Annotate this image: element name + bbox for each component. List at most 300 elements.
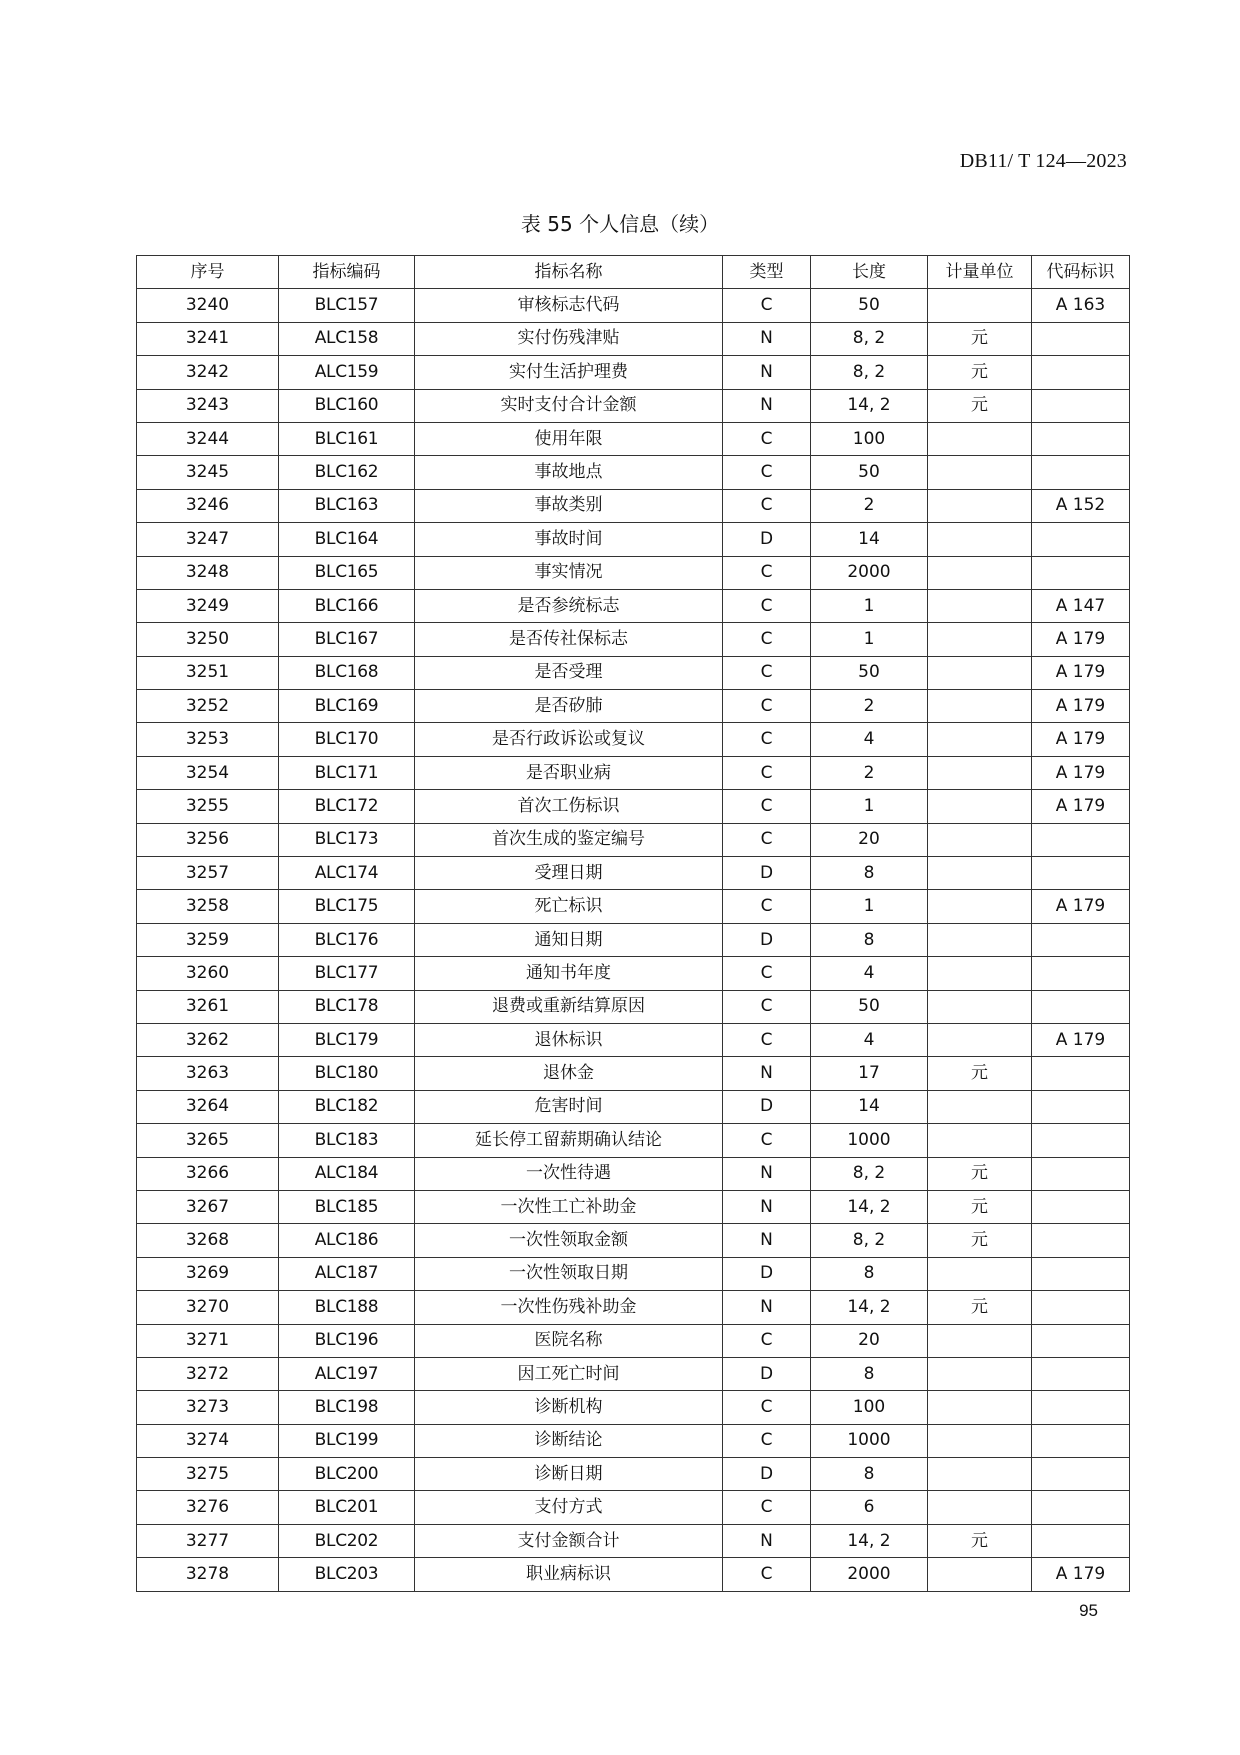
cell-type: C [723, 990, 811, 1023]
cell-name: 支付方式 [415, 1491, 723, 1524]
cell-code: BLC201 [279, 1491, 415, 1524]
cell-unit: 元 [928, 356, 1032, 389]
cell-serial: 3241 [137, 322, 279, 355]
table-row [137, 656, 1130, 689]
cell-serial: 3254 [137, 756, 279, 789]
cell-code-id [1032, 1124, 1130, 1157]
cell-serial: 3252 [137, 690, 279, 723]
cell-code-id: A 163 [1032, 289, 1130, 322]
table-row [137, 1257, 1130, 1290]
cell-type: C [723, 957, 811, 990]
cell-unit [928, 623, 1032, 656]
cell-length: 50 [811, 456, 928, 489]
cell-unit [928, 1491, 1032, 1524]
standard-code: DB11/ T 124—2023 [959, 150, 1127, 172]
cell-code-id [1032, 523, 1130, 556]
cell-code-id: A 179 [1032, 756, 1130, 789]
cell-name: 实时支付合计金额 [415, 389, 723, 422]
cell-type: N [723, 1157, 811, 1190]
table-row [137, 356, 1130, 389]
cell-type: N [723, 1190, 811, 1223]
cell-type: C [723, 556, 811, 589]
cell-code: BLC188 [279, 1291, 415, 1324]
cell-code: BLC175 [279, 890, 415, 923]
cell-name: 支付金额合计 [415, 1524, 723, 1557]
cell-code: BLC157 [279, 289, 415, 322]
table-row [137, 857, 1130, 890]
cell-length: 8, 2 [811, 1157, 928, 1190]
cell-length: 20 [811, 823, 928, 856]
page-number: 95 [1079, 1601, 1098, 1620]
cell-code-id [1032, 1458, 1130, 1491]
cell-length: 4 [811, 723, 928, 756]
cell-serial: 3278 [137, 1558, 279, 1591]
cell-name: 受理日期 [415, 857, 723, 890]
cell-name: 诊断结论 [415, 1424, 723, 1457]
table-row [137, 623, 1130, 656]
cell-unit [928, 489, 1032, 522]
table-row [137, 389, 1130, 422]
cell-code: BLC170 [279, 723, 415, 756]
cell-type: C [723, 422, 811, 455]
table-row [137, 1424, 1130, 1457]
table-row [137, 1190, 1130, 1223]
cell-name: 因工死亡时间 [415, 1357, 723, 1390]
cell-serial: 3250 [137, 623, 279, 656]
cell-name: 危害时间 [415, 1090, 723, 1123]
cell-type: C [723, 289, 811, 322]
cell-length: 50 [811, 656, 928, 689]
table-row [137, 723, 1130, 756]
cell-type: C [723, 1424, 811, 1457]
cell-length: 50 [811, 289, 928, 322]
cell-name: 医院名称 [415, 1324, 723, 1357]
cell-length: 14 [811, 1090, 928, 1123]
table-row [137, 1291, 1130, 1324]
cell-name: 延长停工留薪期确认结论 [415, 1124, 723, 1157]
cell-type: C [723, 690, 811, 723]
cell-length: 8 [811, 1357, 928, 1390]
table-row [137, 1124, 1130, 1157]
cell-length: 14, 2 [811, 1524, 928, 1557]
cell-name: 退休金 [415, 1057, 723, 1090]
cell-code-id [1032, 823, 1130, 856]
cell-unit [928, 1090, 1032, 1123]
cell-name: 是否参统标志 [415, 589, 723, 622]
table-row [137, 1224, 1130, 1257]
cell-code: BLC185 [279, 1190, 415, 1223]
cell-code: BLC179 [279, 1023, 415, 1056]
cell-code: BLC198 [279, 1391, 415, 1424]
cell-serial: 3259 [137, 923, 279, 956]
cell-unit [928, 957, 1032, 990]
cell-name: 一次性工亡补助金 [415, 1190, 723, 1223]
cell-code-id [1032, 1291, 1130, 1324]
cell-code-id [1032, 322, 1130, 355]
cell-length: 14 [811, 523, 928, 556]
table-body [137, 289, 1130, 1591]
cell-length: 8 [811, 1458, 928, 1491]
cell-name: 一次性领取金额 [415, 1224, 723, 1257]
cell-type: C [723, 656, 811, 689]
cell-name: 实付生活护理费 [415, 356, 723, 389]
cell-code-id [1032, 990, 1130, 1023]
cell-code-id [1032, 356, 1130, 389]
table-row [137, 990, 1130, 1023]
cell-code: BLC178 [279, 990, 415, 1023]
cell-type: C [723, 1023, 811, 1056]
cell-serial: 3253 [137, 723, 279, 756]
cell-length: 2 [811, 690, 928, 723]
cell-length: 14, 2 [811, 1190, 928, 1223]
cell-unit [928, 456, 1032, 489]
cell-code: BLC203 [279, 1558, 415, 1591]
cell-serial: 3258 [137, 890, 279, 923]
cell-code-id: A 147 [1032, 589, 1130, 622]
cell-serial: 3257 [137, 857, 279, 890]
cell-name: 是否传社保标志 [415, 623, 723, 656]
cell-serial: 3266 [137, 1157, 279, 1190]
cell-name: 职业病标识 [415, 1558, 723, 1591]
cell-serial: 3246 [137, 489, 279, 522]
cell-code: BLC173 [279, 823, 415, 856]
cell-code-id [1032, 857, 1130, 890]
cell-code-id [1032, 389, 1130, 422]
cell-unit [928, 556, 1032, 589]
cell-unit [928, 1324, 1032, 1357]
table-row [137, 1324, 1130, 1357]
cell-serial: 3265 [137, 1124, 279, 1157]
column-header-unit: 计量单位 [928, 256, 1032, 289]
cell-code-id [1032, 422, 1130, 455]
cell-unit [928, 1023, 1032, 1056]
cell-code: BLC162 [279, 456, 415, 489]
cell-serial: 3272 [137, 1357, 279, 1390]
table-row [137, 790, 1130, 823]
column-header-code-id: 代码标识 [1032, 256, 1130, 289]
cell-type: N [723, 322, 811, 355]
cell-unit: 元 [928, 1057, 1032, 1090]
cell-name: 事故地点 [415, 456, 723, 489]
cell-name: 通知书年度 [415, 957, 723, 990]
cell-code: ALC197 [279, 1357, 415, 1390]
cell-name: 审核标志代码 [415, 289, 723, 322]
cell-code-id: A 179 [1032, 690, 1130, 723]
cell-code-id [1032, 1057, 1130, 1090]
cell-unit [928, 857, 1032, 890]
table-row [137, 489, 1130, 522]
table-row [137, 1558, 1130, 1591]
cell-name: 诊断日期 [415, 1458, 723, 1491]
cell-code-id [1032, 1524, 1130, 1557]
cell-serial: 3276 [137, 1491, 279, 1524]
table-row [137, 923, 1130, 956]
cell-unit [928, 890, 1032, 923]
cell-unit [928, 923, 1032, 956]
cell-code-id: A 152 [1032, 489, 1130, 522]
table-row [137, 556, 1130, 589]
cell-name: 事故类别 [415, 489, 723, 522]
cell-length: 50 [811, 990, 928, 1023]
table-row [137, 756, 1130, 789]
cell-code: ALC174 [279, 857, 415, 890]
table-row [137, 523, 1130, 556]
cell-length: 8, 2 [811, 322, 928, 355]
cell-length: 1 [811, 623, 928, 656]
cell-length: 2000 [811, 1558, 928, 1591]
cell-unit [928, 1391, 1032, 1424]
cell-code-id: A 179 [1032, 1558, 1130, 1591]
cell-type: N [723, 1057, 811, 1090]
cell-unit [928, 1458, 1032, 1491]
cell-unit [928, 589, 1032, 622]
cell-length: 8 [811, 857, 928, 890]
cell-length: 1000 [811, 1124, 928, 1157]
cell-type: N [723, 389, 811, 422]
cell-name: 是否职业病 [415, 756, 723, 789]
column-header-length: 长度 [811, 256, 928, 289]
cell-serial: 3274 [137, 1424, 279, 1457]
cell-unit [928, 523, 1032, 556]
cell-length: 17 [811, 1057, 928, 1090]
cell-code: BLC168 [279, 656, 415, 689]
cell-type: C [723, 1491, 811, 1524]
cell-unit [928, 723, 1032, 756]
cell-serial: 3277 [137, 1524, 279, 1557]
cell-serial: 3255 [137, 790, 279, 823]
cell-code-id [1032, 923, 1130, 956]
cell-serial: 3264 [137, 1090, 279, 1123]
cell-code: BLC164 [279, 523, 415, 556]
cell-unit: 元 [928, 1190, 1032, 1223]
cell-name: 首次工伤标识 [415, 790, 723, 823]
cell-type: N [723, 1524, 811, 1557]
cell-unit [928, 1357, 1032, 1390]
column-header-serial: 序号 [137, 256, 279, 289]
column-header-type: 类型 [723, 256, 811, 289]
cell-code: BLC182 [279, 1090, 415, 1123]
cell-serial: 3243 [137, 389, 279, 422]
cell-code-id [1032, 1224, 1130, 1257]
cell-serial: 3268 [137, 1224, 279, 1257]
cell-code: BLC202 [279, 1524, 415, 1557]
cell-type: N [723, 1224, 811, 1257]
cell-type: C [723, 1391, 811, 1424]
table-row [137, 1491, 1130, 1524]
cell-serial: 3240 [137, 289, 279, 322]
table-row [137, 289, 1130, 322]
cell-code: ALC184 [279, 1157, 415, 1190]
cell-type: C [723, 890, 811, 923]
cell-unit [928, 756, 1032, 789]
cell-unit: 元 [928, 1291, 1032, 1324]
cell-code-id: A 179 [1032, 723, 1130, 756]
table-row [137, 1057, 1130, 1090]
cell-unit [928, 1424, 1032, 1457]
column-header-name: 指标名称 [415, 256, 723, 289]
cell-code-id [1032, 1190, 1130, 1223]
cell-length: 4 [811, 1023, 928, 1056]
cell-code: BLC176 [279, 923, 415, 956]
cell-type: D [723, 1357, 811, 1390]
column-header-code: 指标编码 [279, 256, 415, 289]
cell-name: 退休标识 [415, 1023, 723, 1056]
table-row [137, 1458, 1130, 1491]
cell-name: 一次性待遇 [415, 1157, 723, 1190]
cell-code: BLC196 [279, 1324, 415, 1357]
cell-code-id [1032, 1324, 1130, 1357]
cell-name: 是否受理 [415, 656, 723, 689]
cell-length: 1 [811, 890, 928, 923]
cell-code: BLC171 [279, 756, 415, 789]
cell-code-id: A 179 [1032, 890, 1130, 923]
cell-serial: 3245 [137, 456, 279, 489]
cell-type: D [723, 523, 811, 556]
table-row [137, 890, 1130, 923]
cell-type: C [723, 623, 811, 656]
cell-serial: 3242 [137, 356, 279, 389]
table-row [137, 1023, 1130, 1056]
cell-code-id [1032, 1491, 1130, 1524]
cell-length: 1000 [811, 1424, 928, 1457]
cell-length: 100 [811, 422, 928, 455]
cell-unit: 元 [928, 1157, 1032, 1190]
cell-name: 诊断机构 [415, 1391, 723, 1424]
cell-unit [928, 289, 1032, 322]
cell-code: BLC166 [279, 589, 415, 622]
cell-length: 100 [811, 1391, 928, 1424]
cell-name: 首次生成的鉴定编号 [415, 823, 723, 856]
cell-length: 8 [811, 1257, 928, 1290]
cell-code-id [1032, 957, 1130, 990]
cell-length: 6 [811, 1491, 928, 1524]
cell-serial: 3262 [137, 1023, 279, 1056]
cell-unit [928, 690, 1032, 723]
cell-unit [928, 1124, 1032, 1157]
cell-code-id [1032, 456, 1130, 489]
cell-code: BLC165 [279, 556, 415, 589]
table-caption: 表 55 个人信息（续） [520, 212, 720, 236]
cell-code: BLC169 [279, 690, 415, 723]
cell-length: 8 [811, 923, 928, 956]
cell-code: ALC187 [279, 1257, 415, 1290]
cell-serial: 3271 [137, 1324, 279, 1357]
cell-name: 通知日期 [415, 923, 723, 956]
cell-unit: 元 [928, 389, 1032, 422]
cell-type: C [723, 723, 811, 756]
cell-code: BLC180 [279, 1057, 415, 1090]
cell-code: BLC172 [279, 790, 415, 823]
cell-serial: 3261 [137, 990, 279, 1023]
cell-type: C [723, 756, 811, 789]
cell-unit: 元 [928, 1524, 1032, 1557]
cell-length: 14, 2 [811, 389, 928, 422]
cell-length: 8, 2 [811, 356, 928, 389]
table-row [137, 1090, 1130, 1123]
cell-type: D [723, 1458, 811, 1491]
cell-unit [928, 422, 1032, 455]
cell-code-id [1032, 1391, 1130, 1424]
cell-unit [928, 656, 1032, 689]
cell-length: 1 [811, 589, 928, 622]
cell-code-id [1032, 1424, 1130, 1457]
cell-code: BLC161 [279, 422, 415, 455]
cell-serial: 3263 [137, 1057, 279, 1090]
table-row [137, 1391, 1130, 1424]
cell-code-id [1032, 1157, 1130, 1190]
cell-length: 4 [811, 957, 928, 990]
cell-name: 一次性领取日期 [415, 1257, 723, 1290]
table-row [137, 1357, 1130, 1390]
cell-type: C [723, 790, 811, 823]
cell-name: 一次性伤残补助金 [415, 1291, 723, 1324]
cell-unit [928, 790, 1032, 823]
table-row [137, 957, 1130, 990]
cell-length: 2 [811, 489, 928, 522]
table-row [137, 1157, 1130, 1190]
cell-serial: 3269 [137, 1257, 279, 1290]
cell-serial: 3270 [137, 1291, 279, 1324]
cell-code-id: A 179 [1032, 623, 1130, 656]
cell-type: C [723, 1124, 811, 1157]
cell-type: C [723, 1558, 811, 1591]
cell-code: ALC159 [279, 356, 415, 389]
cell-code-id [1032, 1090, 1130, 1123]
cell-length: 8, 2 [811, 1224, 928, 1257]
cell-name: 是否行政诉讼或复议 [415, 723, 723, 756]
cell-code: BLC199 [279, 1424, 415, 1457]
cell-code: BLC183 [279, 1124, 415, 1157]
cell-unit: 元 [928, 322, 1032, 355]
cell-length: 2000 [811, 556, 928, 589]
cell-code: BLC160 [279, 389, 415, 422]
cell-type: D [723, 923, 811, 956]
cell-name: 退费或重新结算原因 [415, 990, 723, 1023]
cell-serial: 3247 [137, 523, 279, 556]
cell-type: C [723, 823, 811, 856]
cell-unit: 元 [928, 1224, 1032, 1257]
cell-name: 事实情况 [415, 556, 723, 589]
cell-code: ALC186 [279, 1224, 415, 1257]
cell-name: 实付伤残津贴 [415, 322, 723, 355]
table-row [137, 823, 1130, 856]
cell-name: 是否矽肺 [415, 690, 723, 723]
cell-code: BLC167 [279, 623, 415, 656]
cell-code: BLC200 [279, 1458, 415, 1491]
table-row [137, 456, 1130, 489]
cell-type: C [723, 489, 811, 522]
cell-code-id [1032, 1257, 1130, 1290]
table-row [137, 690, 1130, 723]
cell-serial: 3249 [137, 589, 279, 622]
cell-unit [928, 1257, 1032, 1290]
table-header-row [137, 256, 1130, 289]
cell-serial: 3273 [137, 1391, 279, 1424]
cell-type: D [723, 1090, 811, 1123]
cell-length: 1 [811, 790, 928, 823]
table-row [137, 1524, 1130, 1557]
cell-name: 死亡标识 [415, 890, 723, 923]
cell-name: 使用年限 [415, 422, 723, 455]
cell-length: 20 [811, 1324, 928, 1357]
table-row [137, 322, 1130, 355]
cell-serial: 3251 [137, 656, 279, 689]
cell-type: N [723, 356, 811, 389]
cell-serial: 3256 [137, 823, 279, 856]
cell-length: 14, 2 [811, 1291, 928, 1324]
cell-type: N [723, 1291, 811, 1324]
cell-length: 2 [811, 756, 928, 789]
